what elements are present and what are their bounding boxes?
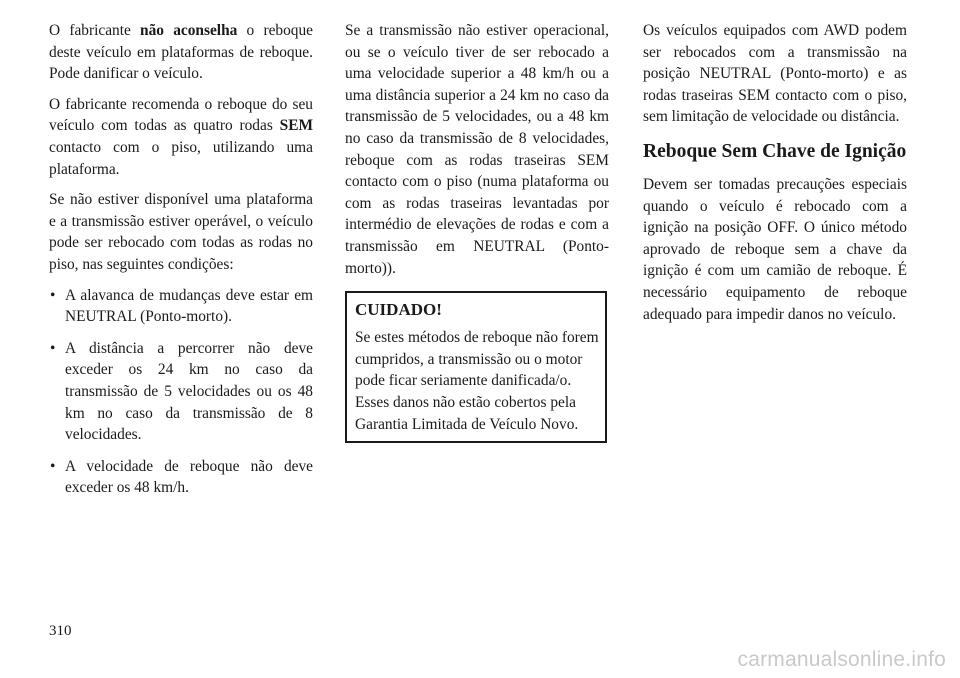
paragraph-inoperable-transmission: Se a transmissão não estiver operacional, ou se o veículo tiver de ser rebocado a uma velocidade superior a 48 km/h ou a uma distância superior a 24 km no caso da transmissão de 5 velocidades, ou a 48 km no caso da transmissão de 8 velocidades, reboque com as rodas traseiras SEM contacto com o piso (numa plataforma ou com as rodas traseiras levantadas por intermédio de elevações de rodas e com a transmissão em NEUTRAL (Ponto-morto)). (345, 22, 609, 277)
text: o reboque deste veículo em plataformas de reboque. Pode danificar o veículo. (49, 22, 314, 83)
text: O fabricante (49, 22, 141, 39)
conditions-list (49, 285, 313, 499)
text: contacto com o piso, utilizando uma plataforma. (49, 138, 313, 178)
column-right (643, 20, 907, 334)
watermark: carmanualsonline.info (737, 648, 946, 671)
list-item: • A alavanca de mudanças deve estar em NEUTRAL (Ponto-morto). (49, 285, 313, 328)
paragraph-keyless-towing: Devem ser tomadas precauções especiais quando o veículo é rebocado com a ignição na posição OFF. O único método aprovado de reboque sem a chave da ignição é com um camião de reboque. É necessário equipamento de reboque adequado para impedir danos no veículo. (643, 175, 907, 323)
bold-text: não aconselha (140, 22, 238, 39)
page-number: 310 (49, 623, 72, 639)
paragraph-recommendation (49, 94, 313, 180)
paragraph-conditions-intro: Se não estiver disponível uma plataforma e a transmissão estiver operável, o veículo pode ser rebocado com todas as rodas no piso, nas seguintes condições: (49, 191, 313, 273)
paragraph-flatbed-warning (49, 20, 313, 85)
list-item: • A distância a percorrer não deve exceder os 24 km no caso da transmissão de 5 velocidades ou os 48 km no caso da transmissão de 8 velocidades. (49, 338, 313, 446)
caution-text: Se estes métodos de reboque não forem cumpridos, a transmissão ou o motor pode ficar seriamente danificada/o. Esses danos não estão cobertos pela Garantia Limitada de Veículo Novo. (355, 329, 599, 433)
text: O fabricante recomenda o reboque do seu veículo com todas as quatro rodas (49, 95, 313, 135)
list-item: • A velocidade de reboque não deve exceder os 48 km/h. (49, 456, 313, 499)
column-left (49, 20, 313, 509)
section-heading: Reboque Sem Chave de Ignição (643, 140, 907, 162)
caution-title: CUIDADO! (355, 300, 442, 320)
paragraph-awd: Os veículos equipados com AWD podem ser rebocados com a transmissão na posição NEUTRAL (Ponto-morto) e as rodas traseiras SEM contacto com o piso, sem limitação de velocidade ou distância. (643, 22, 907, 126)
bold-text: SEM (279, 117, 313, 135)
caution-box (345, 291, 607, 443)
column-middle (345, 20, 609, 443)
